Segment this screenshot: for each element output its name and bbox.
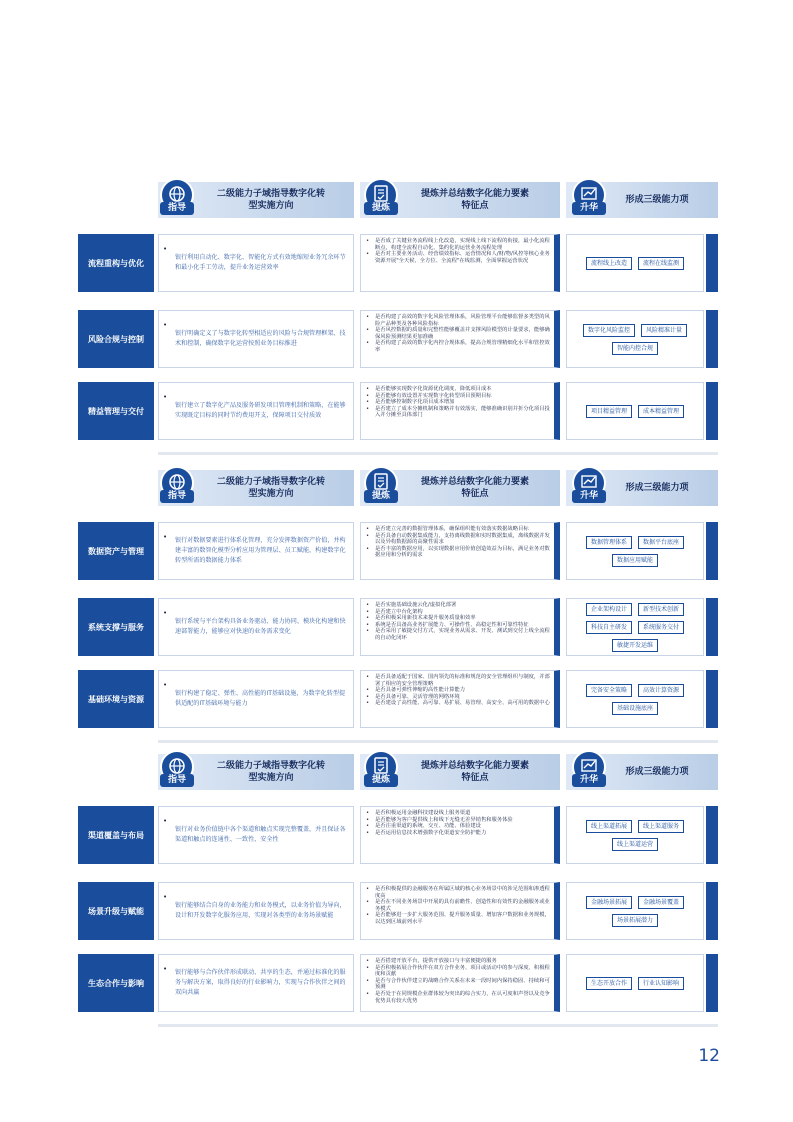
bullet-icon: •	[163, 393, 168, 401]
feature-point: • 是否积极提供的金融服务在所属区域的核心业务场景中的涉足范围和渗透程度高	[365, 886, 550, 899]
capability-label: 数据资产与管理	[78, 522, 154, 580]
capability-item-tag: 线上渠道运营	[612, 838, 658, 851]
column-badge	[160, 178, 194, 218]
feature-point: • 是否在不同业务场景中开展的具有前瞻性、创造性和有效性的金融服务或业务模式	[365, 899, 550, 912]
feature-points-cell	[360, 522, 560, 580]
capability-row	[78, 670, 718, 728]
feature-points-list	[365, 602, 550, 642]
capability-label: 流程重构与优化	[78, 234, 154, 292]
column-header-title: 形成三级能力项	[625, 483, 689, 493]
page-number: 12	[698, 1046, 720, 1066]
column-badge	[364, 750, 398, 790]
bullet-icon: •	[163, 681, 168, 689]
guide-cell	[158, 382, 354, 440]
row-accent-bar	[706, 882, 718, 940]
capability-item-tag: 数据平台底座	[638, 536, 684, 549]
capability-row	[78, 598, 718, 656]
capability-row	[78, 882, 718, 940]
capability-label: 渠道覆盖与布局	[78, 806, 154, 864]
capability-item-tag: 新型技术创新	[638, 603, 684, 616]
feature-points-cell	[360, 310, 560, 368]
capability-row	[78, 234, 718, 292]
guide-cell	[158, 234, 354, 292]
feature-points-list	[365, 810, 550, 836]
feature-points-list	[365, 386, 550, 419]
feature-point: • 是否丰富的数据应用，以实现数据应用价值创造效益为目标，满足业务对数据应用和分析的需求	[365, 546, 550, 559]
bullet-icon: •	[163, 817, 168, 825]
capability-item-tag: 企业架构设计	[586, 603, 632, 616]
capability-item-tag: 线上渠道服务	[638, 820, 684, 833]
column-header-title: 二级能力子域指导数字化转型实施方向	[216, 189, 325, 211]
feature-point: • 是否具备可靠、灵活管理的网络环境	[365, 694, 550, 701]
capability-label: 场景升级与赋能	[78, 882, 154, 940]
column-header-title: 形成三级能力项	[625, 767, 689, 777]
guide-text: 银行对业务价值链中各个渠道和触点实现完整覆盖，并且保证各渠道和触点的连通性、一致性、安全性	[175, 826, 346, 843]
column-badge	[160, 466, 194, 506]
feature-points-cell	[360, 598, 560, 656]
bullet-icon: •	[163, 893, 168, 901]
capability-item-tag: 风险精准计量	[641, 324, 687, 337]
column-header-title: 二级能力子域指导数字化转型实施方向	[216, 761, 325, 783]
column-header-title: 形成三级能力项	[625, 195, 689, 205]
feature-point: • 是否构建了高效的数字化内控合规体系，提高合规管理精细化水平和管控效率	[365, 340, 550, 353]
feature-points-list	[365, 958, 550, 1004]
feature-points-cell	[360, 234, 560, 292]
feature-point: • 是否能够控制数字化项目成本增加	[365, 399, 550, 406]
feature-point: • 是否能够为客户提供线上和线下无缝无差异销售和服务体验	[365, 817, 550, 824]
capability-items-cell	[566, 382, 704, 440]
feature-point: • 是否成了关键业务流程线上化改造，实现线上线下流程的衔接，最小化流程断点，构建全流程自动化、集约化的运营业务流程处理	[365, 238, 550, 251]
bullet-icon: •	[163, 533, 168, 541]
row-accent-bar	[706, 310, 718, 368]
feature-point: • 是否能够进一步扩大服务范围、提升服务质量、增加客户数据和业务规模，以达到区域前列水平	[365, 912, 550, 925]
capability-item-tag: 系统服务交付	[638, 621, 684, 634]
section-divider	[158, 740, 718, 743]
capability-item-tag: 科技自主研发	[586, 621, 632, 634]
row-accent-bar	[706, 598, 718, 656]
capability-label: 生态合作与影响	[78, 954, 154, 1012]
column-badge	[160, 750, 194, 790]
capability-label: 基础环境与资源	[78, 670, 154, 728]
capability-item-tag: 高效计算资源	[638, 684, 684, 697]
feature-point: • 是否运用信息技术增强数字化渠道安全防护能力	[365, 830, 550, 837]
row-accent-bar	[706, 382, 718, 440]
section-divider	[158, 452, 718, 455]
feature-point: • 是否积极采用新技术来提升服务质量和效率	[365, 615, 550, 622]
capability-section-2	[78, 470, 718, 760]
feature-point: • 系统是否具备高业务扩展能力、可操作性、高稳定性和可靠性特征	[365, 622, 550, 629]
feature-point: • 是否搭建开放平台，提供开放接口与丰富便捷的服务	[365, 958, 550, 965]
guide-text: 银行能够结合自身的业务能力和业务模式，以业务价值为导向，设计和开发数字化服务应用，实现对各类型的业务场景赋能	[175, 902, 346, 919]
capability-label: 系统支撑与服务	[78, 598, 154, 656]
capability-item-tag: 完备安全策略	[586, 684, 632, 697]
guide-text: 银行建立了数字化产品及服务研发项目管理机制和策略，在能够实现既定目标的同时节约费用开支，保障项目交付质效	[175, 402, 346, 419]
feature-point: • 是否具备自动数据集成能力，支持离线数据和实时数据集成，离线数据并发以及异构数据源的高聚性需求	[365, 533, 550, 546]
bullet-icon: •	[163, 245, 168, 253]
guide-text: 银行对数据要素进行体系化管理，充分发挥数据资产价值，并构建丰富的数智化模型分析应用为管理层、员工赋能，构建数字化转型所需的数据能力体系	[175, 537, 346, 564]
feature-points-cell	[360, 670, 560, 728]
capability-item-tag: 基础设施底座	[612, 702, 658, 715]
capability-items-cell	[566, 882, 704, 940]
feature-points-cell	[360, 806, 560, 864]
column-badge-label: 升华	[572, 202, 606, 215]
guide-text: 银行能够与合作伙伴形成联动、共享的生态，并通过标准化的服务与解决方案，取得良好的行业影响力，实现与合作伙伴之间的双向共赢	[175, 969, 346, 996]
capability-item-tag: 线上渠道拓展	[586, 820, 632, 833]
capability-item-tag: 生态开放合作	[586, 977, 632, 990]
column-badge-label: 提炼	[364, 490, 398, 503]
column-badge	[572, 178, 606, 218]
capability-item-tag: 场景拓展潜力	[612, 914, 658, 927]
row-accent-bar	[706, 234, 718, 292]
guide-cell	[158, 882, 354, 940]
bullet-icon: •	[163, 321, 168, 329]
capability-items-cell	[566, 522, 704, 580]
feature-point: • 是否建立了成本分摊机制和策略并有效落实，能够准确识别并折分化项目投入并分摊至具体部门	[365, 406, 550, 419]
row-accent-bar	[706, 954, 718, 1012]
column-badge-label: 提炼	[364, 202, 398, 215]
column-header-title: 二级能力子域指导数字化转型实施方向	[216, 477, 325, 499]
feature-points-list	[365, 886, 550, 926]
feature-point: • 是否处于在同规模企业群体较为突出的综合实力，在认可度和声誉以及竞争优势具有较大优势	[365, 991, 550, 1004]
feature-points-list	[365, 314, 550, 354]
feature-point: • 是否采用了敏捷交付方式，实现业务从需求、开发、测试到交付上线全流程的自动化闭环	[365, 628, 550, 641]
capability-section-1	[78, 182, 718, 472]
feature-points-list	[365, 526, 550, 559]
guide-cell	[158, 806, 354, 864]
capability-items-cell	[566, 598, 704, 656]
guide-text: 银行利用自动化、数字化、智能化方式有效地缩短业务冗余环节和最小化手工劳动，提升业务运营效率	[175, 254, 346, 271]
feature-point: • 是否构建了高效的数字化风险管理体系，风险管理平台能够监督多类型的风险产品种类及各种风险指标	[365, 314, 550, 327]
capability-row	[78, 954, 718, 1012]
capability-item-tag: 成本精益管理	[638, 405, 684, 418]
capability-item-tag: 数字化风险监控	[583, 324, 635, 337]
capability-label: 精益管理与交付	[78, 382, 154, 440]
column-badge-label: 指导	[160, 202, 194, 215]
capability-row	[78, 806, 718, 864]
feature-points-cell	[360, 382, 560, 440]
capability-item-tag: 数据管理体系	[586, 536, 632, 549]
column-header-title: 提炼并总结数字化能力要素特征点	[420, 477, 529, 499]
feature-point: • 是否注重渠道的系统、交互、功能、体验建设	[365, 823, 550, 830]
capability-item-tag: 金融场景拓展	[586, 896, 632, 909]
capability-items-cell	[566, 234, 704, 292]
feature-points-cell	[360, 954, 560, 1012]
capability-item-tag: 流程线上改造	[586, 257, 632, 270]
feature-point: • 是否实施基础设施云化/虚拟化部署	[365, 602, 550, 609]
feature-point: • 是否具备可弹性伸缩的高性能计算能力	[365, 687, 550, 694]
column-badge-label: 升华	[572, 490, 606, 503]
feature-points-cell	[360, 882, 560, 940]
capability-row	[78, 382, 718, 440]
guide-text: 银行系统与平台架构具备业务驱动、能力协同、模块化构建和快速部署能力，能够应对快速的业务需求变化	[175, 618, 346, 635]
column-badge	[572, 466, 606, 506]
guide-cell	[158, 598, 354, 656]
bullet-icon: •	[163, 965, 168, 973]
column-badge-label: 指导	[160, 490, 194, 503]
capability-items-cell	[566, 806, 704, 864]
row-accent-bar	[706, 522, 718, 580]
capability-item-tag: 金融场景覆盖	[638, 896, 684, 909]
feature-point: • 是否对主要业务活动、经营绩效指标、运营情况和人/财/物/风控等核心业务资源开展"全天候、全方位、全流程"在线监测，全面掌握运营状况	[365, 251, 550, 264]
column-badge-label: 指导	[160, 774, 194, 787]
bullet-icon: •	[163, 609, 168, 617]
guide-cell	[158, 310, 354, 368]
feature-point: • 是否积极运用金融科技建设线上服务渠道	[365, 810, 550, 817]
guide-text: 银行构建了稳定、弹性、高性能的IT基础设施，为数字化转型提供适配的IT基础环境与能力	[175, 690, 346, 707]
capability-row	[78, 310, 718, 368]
capability-item-tag: 行业认知影响	[638, 977, 684, 990]
feature-points-list	[365, 674, 550, 707]
feature-point: • 是否能够有效设置并实现数字化转型项目预期目标	[365, 393, 550, 400]
capability-item-tag: 项目精益管理	[586, 405, 632, 418]
capability-items-cell	[566, 954, 704, 1012]
feature-point: • 是否建立中台化架构	[365, 609, 550, 616]
row-accent-bar	[706, 806, 718, 864]
feature-points-list	[365, 238, 550, 264]
capability-item-tag: 敏捷开发运维	[612, 639, 658, 652]
capability-label: 风险合规与控制	[78, 310, 154, 368]
section-divider	[158, 1024, 718, 1027]
guide-cell	[158, 670, 354, 728]
capability-section-3	[78, 754, 718, 1044]
feature-point: • 是否积极拓展合作伙伴在双方合作业务、项目或活动中的参与深度、积极程度和贡献	[365, 965, 550, 978]
column-badge	[364, 178, 398, 218]
feature-point: • 是否风控数据的质量和完整性能够覆盖并支撑风险模型的计量要求，能够确保风险预测结果更加准确	[365, 327, 550, 340]
guide-text: 银行明确定义了与数字化转型相适应的风险与合规管理框架、技术和控制，确保数字化运营按照业务目标推进	[175, 330, 346, 347]
column-badge	[572, 750, 606, 790]
capability-item-tag: 流程在线监测	[638, 257, 684, 270]
feature-point: • 是否建设了高性能、高可靠、易扩展、易管理、高安全、高可用的数据中心	[365, 700, 550, 707]
capability-items-cell	[566, 670, 704, 728]
column-badge-label: 提炼	[364, 774, 398, 787]
guide-cell	[158, 954, 354, 1012]
guide-cell	[158, 522, 354, 580]
capability-item-tag: 智能内控合规	[612, 342, 658, 355]
column-header-title: 提炼并总结数字化能力要素特征点	[420, 761, 529, 783]
column-badge-label: 升华	[572, 774, 606, 787]
column-header-title: 提炼并总结数字化能力要素特征点	[420, 189, 529, 211]
feature-point: • 是否与合作伙伴建立的战略合作关系在未来一段时间内保持稳固、持续和可预测	[365, 978, 550, 991]
column-badge	[364, 466, 398, 506]
capability-row	[78, 522, 718, 580]
feature-point: • 是否建立完善的数据管理体系，确保组织能有效落实数据战略目标	[365, 526, 550, 533]
capability-item-tag: 数据应用赋能	[612, 554, 658, 567]
feature-point: • 是否能够实现数字化资源优化调度、降低项目成本	[365, 386, 550, 393]
feature-point: • 是否具备适配于国家、国内领先的标准和规范的安全管理组织与制度，并部署了相应的安全管理策略	[365, 674, 550, 687]
row-accent-bar	[706, 670, 718, 728]
capability-items-cell	[566, 310, 704, 368]
